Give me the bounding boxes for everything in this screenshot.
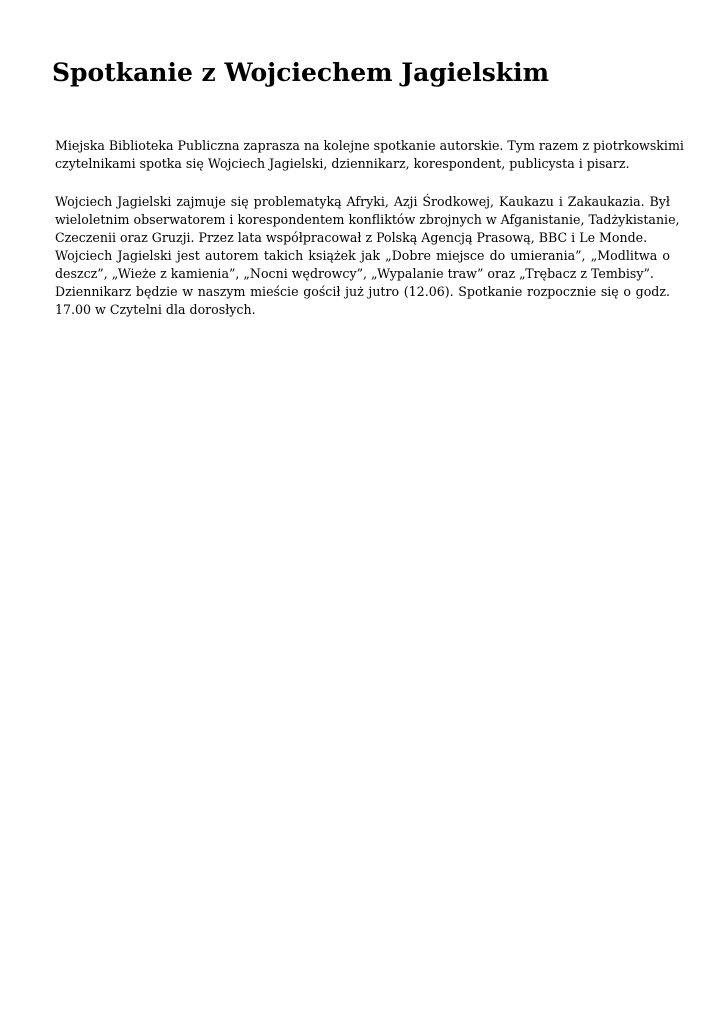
paragraph-invitation — [55, 137, 684, 173]
paragraph-line: Dziennikarz będzie w naszym mieście gościł już jutro (12.06). Spotkanie rozpocznie się o godz. — [55, 284, 670, 299]
paragraph-line: Wojciech Jagielski jest autorem takich książek jak „Dobre miejsce do umierania”, „Modlitwa o — [55, 248, 670, 263]
paragraph-line: 17.00 w Czytelni dla dorosłych. — [55, 302, 256, 317]
paragraph-line: Miejska Biblioteka Publiczna zaprasza na kolejne spotkanie autorskie. Tym razem z piotrkowskimi — [55, 138, 684, 153]
paragraph-line: wieloletnim obserwatorem i korespondentem konfliktów zbrojnych w Afganistanie, Tadżykistanie, — [55, 212, 680, 227]
paragraph-line: Wojciech Jagielski zajmuje się problematyką Afryki, Azji Środkowej, Kaukazu i Zakaukazia. Był — [55, 194, 670, 209]
paragraph-line: czytelnikami spotka się Wojciech Jagielski, dziennikarz, korespondent, publicysta i pisarz. — [55, 156, 630, 171]
paragraph-line: deszcz”, „Wieże z kamienia”, „Nocni wędrowcy”, „Wypalanie traw” oraz „Trębacz z Tembisy”. — [55, 266, 654, 281]
paragraph-biography — [55, 193, 680, 319]
article-body — [55, 137, 684, 339]
paragraph-line: Czeczenii oraz Gruzji. Przez lata współpracował z Polską Agencją Prasową, BBC i Le Monde. — [55, 230, 648, 245]
article-title: Spotkanie z Wojciechem Jagielskim — [52, 58, 550, 87]
